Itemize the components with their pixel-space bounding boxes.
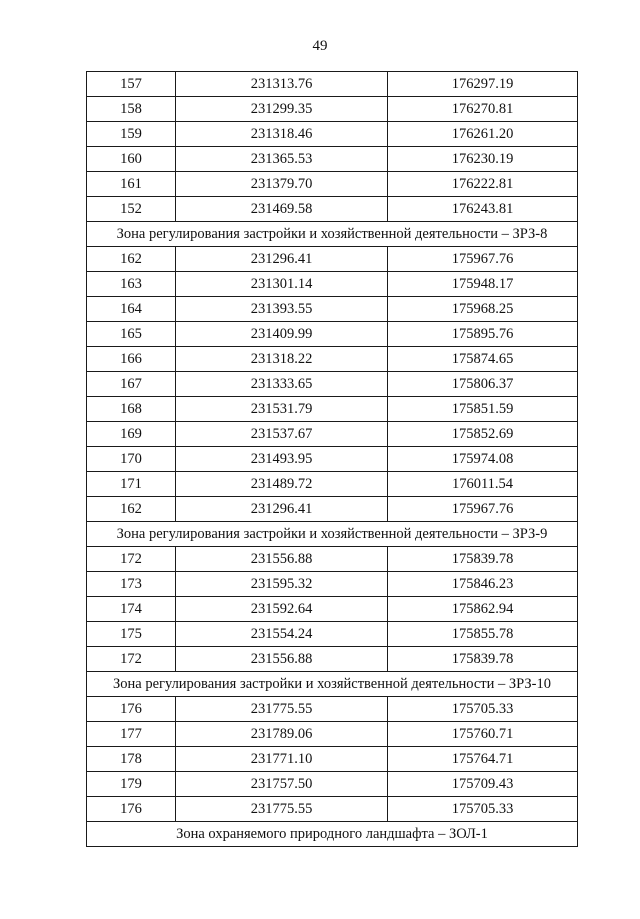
table-row <box>87 197 578 222</box>
x-coordinate-cell: 231296.41 <box>176 247 388 272</box>
point-number-cell: 172 <box>87 647 176 672</box>
table-row <box>87 622 578 647</box>
y-coordinate-cell: 175705.33 <box>388 697 578 722</box>
zone-header-row <box>87 522 578 547</box>
table-row <box>87 497 578 522</box>
table-row <box>87 747 578 772</box>
y-coordinate-cell: 175839.78 <box>388 647 578 672</box>
x-coordinate-cell: 231365.53 <box>176 147 388 172</box>
y-coordinate-cell: 175851.59 <box>388 397 578 422</box>
table-row <box>87 647 578 672</box>
table-row <box>87 597 578 622</box>
x-coordinate-cell: 231409.99 <box>176 322 388 347</box>
x-coordinate-cell: 231775.55 <box>176 697 388 722</box>
y-coordinate-cell: 175974.08 <box>388 447 578 472</box>
table-row <box>87 97 578 122</box>
y-coordinate-cell: 176261.20 <box>388 122 578 147</box>
x-coordinate-cell: 231556.88 <box>176 647 388 672</box>
y-coordinate-cell: 175862.94 <box>388 597 578 622</box>
table-row <box>87 322 578 347</box>
y-coordinate-cell: 176230.19 <box>388 147 578 172</box>
x-coordinate-cell: 231595.32 <box>176 572 388 597</box>
zone-title: Зона регулирования застройки и хозяйственной деятельности – ЗРЗ-10 <box>87 672 578 697</box>
point-number-cell: 178 <box>87 747 176 772</box>
x-coordinate-cell: 231531.79 <box>176 397 388 422</box>
zone-header-row <box>87 222 578 247</box>
point-number-cell: 172 <box>87 547 176 572</box>
x-coordinate-cell: 231299.35 <box>176 97 388 122</box>
point-number-cell: 166 <box>87 347 176 372</box>
point-number-cell: 176 <box>87 797 176 822</box>
x-coordinate-cell: 231469.58 <box>176 197 388 222</box>
y-coordinate-cell: 175874.65 <box>388 347 578 372</box>
table-row <box>87 472 578 497</box>
y-coordinate-cell: 175839.78 <box>388 547 578 572</box>
x-coordinate-cell: 231592.64 <box>176 597 388 622</box>
y-coordinate-cell: 175967.76 <box>388 497 578 522</box>
y-coordinate-cell: 176297.19 <box>388 72 578 97</box>
point-number-cell: 164 <box>87 297 176 322</box>
x-coordinate-cell: 231556.88 <box>176 547 388 572</box>
table-row <box>87 247 578 272</box>
x-coordinate-cell: 231771.10 <box>176 747 388 772</box>
x-coordinate-cell: 231318.22 <box>176 347 388 372</box>
point-number-cell: 174 <box>87 597 176 622</box>
zone-title: Зона регулирования застройки и хозяйственной деятельности – ЗРЗ-8 <box>87 222 578 247</box>
table-row <box>87 422 578 447</box>
zone-header-row <box>87 822 578 847</box>
x-coordinate-cell: 231393.55 <box>176 297 388 322</box>
y-coordinate-cell: 175967.76 <box>388 247 578 272</box>
point-number-cell: 162 <box>87 247 176 272</box>
point-number-cell: 177 <box>87 722 176 747</box>
table-row <box>87 347 578 372</box>
x-coordinate-cell: 231301.14 <box>176 272 388 297</box>
table-row <box>87 447 578 472</box>
table-row <box>87 697 578 722</box>
page-number: 49 <box>312 38 328 54</box>
table-row <box>87 372 578 397</box>
point-number-cell: 167 <box>87 372 176 397</box>
zone-title: Зона регулирования застройки и хозяйственной деятельности – ЗРЗ-9 <box>87 522 578 547</box>
point-number-cell: 165 <box>87 322 176 347</box>
y-coordinate-cell: 175760.71 <box>388 722 578 747</box>
y-coordinate-cell: 175806.37 <box>388 372 578 397</box>
zone-header-row <box>87 672 578 697</box>
point-number-cell: 176 <box>87 697 176 722</box>
point-number-cell: 171 <box>87 472 176 497</box>
y-coordinate-cell: 175705.33 <box>388 797 578 822</box>
x-coordinate-cell: 231318.46 <box>176 122 388 147</box>
point-number-cell: 161 <box>87 172 176 197</box>
point-number-cell: 157 <box>87 72 176 97</box>
y-coordinate-cell: 175764.71 <box>388 747 578 772</box>
x-coordinate-cell: 231313.76 <box>176 72 388 97</box>
x-coordinate-cell: 231296.41 <box>176 497 388 522</box>
y-coordinate-cell: 175968.25 <box>388 297 578 322</box>
point-number-cell: 158 <box>87 97 176 122</box>
y-coordinate-cell: 175846.23 <box>388 572 578 597</box>
table-row <box>87 547 578 572</box>
point-number-cell: 152 <box>87 197 176 222</box>
table-row <box>87 297 578 322</box>
table-row <box>87 797 578 822</box>
y-coordinate-cell: 176243.81 <box>388 197 578 222</box>
y-coordinate-cell: 176011.54 <box>388 472 578 497</box>
point-number-cell: 173 <box>87 572 176 597</box>
table-row <box>87 272 578 297</box>
x-coordinate-cell: 231757.50 <box>176 772 388 797</box>
point-number-cell: 169 <box>87 422 176 447</box>
x-coordinate-cell: 231489.72 <box>176 472 388 497</box>
table-row <box>87 122 578 147</box>
point-number-cell: 159 <box>87 122 176 147</box>
coordinates-table-body <box>87 72 578 847</box>
y-coordinate-cell: 175855.78 <box>388 622 578 647</box>
table-row <box>87 772 578 797</box>
point-number-cell: 160 <box>87 147 176 172</box>
x-coordinate-cell: 231537.67 <box>176 422 388 447</box>
y-coordinate-cell: 175948.17 <box>388 272 578 297</box>
y-coordinate-cell: 176270.81 <box>388 97 578 122</box>
point-number-cell: 179 <box>87 772 176 797</box>
table-row <box>87 572 578 597</box>
x-coordinate-cell: 231379.70 <box>176 172 388 197</box>
y-coordinate-cell: 175709.43 <box>388 772 578 797</box>
table-row <box>87 722 578 747</box>
table-row <box>87 397 578 422</box>
point-number-cell: 175 <box>87 622 176 647</box>
x-coordinate-cell: 231493.95 <box>176 447 388 472</box>
zone-title: Зона охраняемого природного ландшафта – ЗОЛ-1 <box>87 822 578 847</box>
table-row <box>87 72 578 97</box>
x-coordinate-cell: 231554.24 <box>176 622 388 647</box>
table-row <box>87 147 578 172</box>
y-coordinate-cell: 176222.81 <box>388 172 578 197</box>
x-coordinate-cell: 231333.65 <box>176 372 388 397</box>
y-coordinate-cell: 175895.76 <box>388 322 578 347</box>
y-coordinate-cell: 175852.69 <box>388 422 578 447</box>
x-coordinate-cell: 231775.55 <box>176 797 388 822</box>
point-number-cell: 162 <box>87 497 176 522</box>
coordinates-table <box>86 71 578 847</box>
point-number-cell: 170 <box>87 447 176 472</box>
point-number-cell: 168 <box>87 397 176 422</box>
point-number-cell: 163 <box>87 272 176 297</box>
table-row <box>87 172 578 197</box>
x-coordinate-cell: 231789.06 <box>176 722 388 747</box>
